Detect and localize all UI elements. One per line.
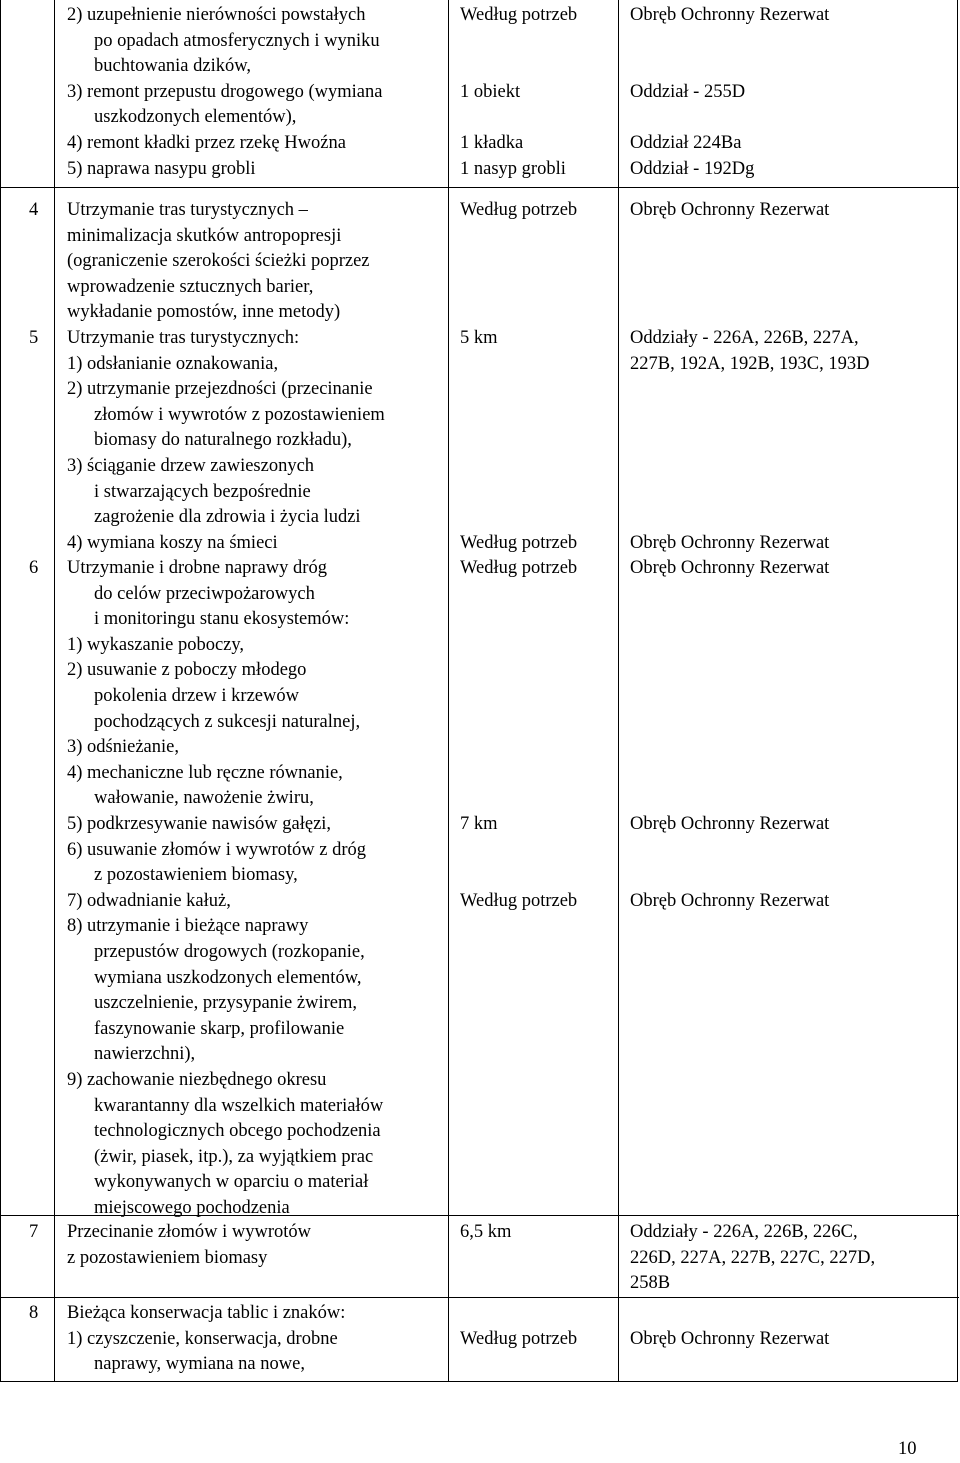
description-line: z pozostawieniem biomasy, — [94, 865, 298, 886]
quantity-cell: Według potrzeb — [460, 532, 578, 553]
description-line: Utrzymanie i drobne naprawy dróg — [67, 558, 327, 578]
location-cell: Oddział 224Ba — [630, 133, 742, 153]
description-line: do celów przeciwpożarowych — [94, 583, 315, 604]
description-line: 2) usuwanie z poboczy młodego — [67, 660, 307, 681]
description-line: 9) zachowanie niezbędnego okresu — [67, 1070, 327, 1090]
row-number: 8 — [29, 1303, 39, 1323]
row-divider — [1, 1297, 959, 1298]
description-line: wymiana uszkodzonych elementów, — [94, 967, 362, 988]
description-line: wałowanie, nawożenie żwiru, — [94, 788, 314, 809]
quantity-cell: 1 nasyp grobli — [460, 158, 566, 179]
column-divider-number — [54, 0, 55, 1382]
description-line: uszkodzonych elementów), — [94, 107, 297, 128]
description-line: faszynowanie skarp, profilowanie — [94, 1018, 345, 1039]
description-line: uszczelnienie, przysypanie żwirem, — [94, 993, 357, 1014]
description-line: Bieżąca konserwacja tablic i znaków: — [67, 1303, 346, 1323]
location-cell: Oddziały - 226A, 226B, 227A, — [630, 328, 859, 348]
description-line: 3) odśnieżanie, — [67, 737, 179, 758]
location-cell: 258B — [630, 1273, 671, 1294]
description-line: i stwarzających bezpośrednie — [94, 481, 311, 502]
column-divider-description — [448, 0, 449, 1382]
quantity-cell: Według potrzeb — [460, 200, 578, 220]
description-line: buchtowania dzików, — [94, 56, 252, 77]
description-line: po opadach atmosferycznych i wyniku — [94, 30, 380, 51]
description-line: 4) mechaniczne lub ręczne równanie, — [67, 762, 343, 783]
page-number: 10 — [898, 1439, 917, 1459]
quantity-cell: Według potrzeb — [460, 558, 578, 578]
row-number: 4 — [29, 200, 39, 220]
description-line: przepustów drogowych (rozkopanie, — [94, 942, 365, 962]
column-divider-quantity — [618, 0, 619, 1382]
description-line: 5) naprawa nasypu grobli — [67, 158, 256, 179]
description-line: zagrożenie dla zdrowia i życia ludzi — [94, 507, 361, 528]
description-line: wykonywanych w oparciu o materiał — [94, 1172, 369, 1193]
description-line: wykładanie pomostów, inne metody) — [67, 302, 341, 323]
quantity-cell: Według potrzeb — [460, 1328, 578, 1349]
description-line: 1) czyszczenie, konserwacja, drobne — [67, 1328, 338, 1349]
description-line: 2) utrzymanie przejezdności (przecinanie — [67, 379, 373, 400]
description-line: Utrzymanie tras turystycznych – — [67, 200, 308, 220]
description-line: 3) remont przepustu drogowego (wymiana — [67, 81, 383, 102]
description-line: 1) odsłanianie oznakowania, — [67, 353, 279, 374]
location-cell: Obręb Ochronny Rezerwat — [630, 890, 830, 911]
location-cell: Obręb Ochronny Rezerwat — [630, 558, 830, 578]
description-line: 2) uzupełnienie nierówności powstałych — [67, 5, 366, 25]
description-line: Przecinanie złomów i wywrotów — [67, 1222, 312, 1242]
description-line: z pozostawieniem biomasy — [67, 1247, 268, 1268]
location-cell: 226D, 227A, 227B, 227C, 227D, — [630, 1247, 876, 1268]
description-line: pokolenia drzew i krzewów — [94, 686, 299, 706]
location-cell: 227B, 192A, 192B, 193C, 193D — [630, 353, 870, 374]
description-line: Utrzymanie tras turystycznych: — [67, 328, 300, 348]
location-cell: Obręb Ochronny Rezerwat — [630, 5, 830, 25]
quantity-cell: 6,5 km — [460, 1222, 512, 1242]
quantity-cell: 1 kładka — [460, 133, 524, 153]
description-line: naprawy, wymiana na nowe, — [94, 1354, 305, 1375]
description-line: 7) odwadnianie kałuż, — [67, 890, 231, 911]
row-number: 6 — [29, 558, 39, 578]
description-line: 3) ściąganie drzew zawieszonych — [67, 456, 315, 476]
description-line: złomów i wywrotów z pozostawieniem — [94, 404, 385, 425]
description-line: 6) usuwanie złomów i wywrotów z dróg — [67, 839, 367, 860]
description-line: (żwir, piasek, itp.), za wyjątkiem prac — [94, 1146, 374, 1167]
description-line: 5) podkrzesywanie nawisów gałęzi, — [67, 814, 332, 834]
location-cell: Obręb Ochronny Rezerwat — [630, 814, 830, 834]
description-line: 4) wymiana koszy na śmieci — [67, 532, 278, 553]
quantity-cell: 7 km — [460, 814, 498, 834]
description-line: kwarantanny dla wszelkich materiałów — [94, 1095, 384, 1116]
quantity-cell: Według potrzeb — [460, 890, 578, 911]
row-divider — [1, 187, 959, 188]
row-number: 5 — [29, 328, 39, 348]
description-line: wprowadzenie sztucznych barier, — [67, 276, 314, 297]
description-line: pochodzących z sukcesji naturalnej, — [94, 711, 361, 732]
location-cell: Obręb Ochronny Rezerwat — [630, 532, 830, 553]
location-cell: Oddział - 192Dg — [630, 158, 755, 179]
description-line: (ograniczenie szerokości ścieżki poprzez — [67, 251, 370, 272]
description-line: i monitoringu stanu ekosystemów: — [94, 609, 350, 630]
description-line: technologicznych obcego pochodzenia — [94, 1121, 381, 1142]
location-cell: Obręb Ochronny Rezerwat — [630, 1328, 830, 1349]
quantity-cell: 5 km — [460, 328, 498, 348]
description-line: nawierzchni), — [94, 1044, 196, 1065]
location-cell: Oddział - 255D — [630, 81, 746, 102]
quantity-cell: 1 obiekt — [460, 81, 521, 102]
description-line: biomasy do naturalnego rozkładu), — [94, 430, 352, 451]
quantity-cell: Według potrzeb — [460, 5, 578, 25]
row-number: 7 — [29, 1222, 39, 1242]
location-cell: Obręb Ochronny Rezerwat — [630, 200, 830, 220]
description-line: 1) wykaszanie poboczy, — [67, 634, 245, 655]
description-line: miejscowego pochodzenia — [94, 1198, 290, 1218]
location-cell: Oddziały - 226A, 226B, 226C, — [630, 1222, 858, 1242]
description-line: 8) utrzymanie i bieżące naprawy — [67, 916, 309, 937]
description-line: 4) remont kładki przez rzekę Hwoźna — [67, 133, 346, 153]
description-line: minimalizacja skutków antropopresji — [67, 225, 342, 246]
